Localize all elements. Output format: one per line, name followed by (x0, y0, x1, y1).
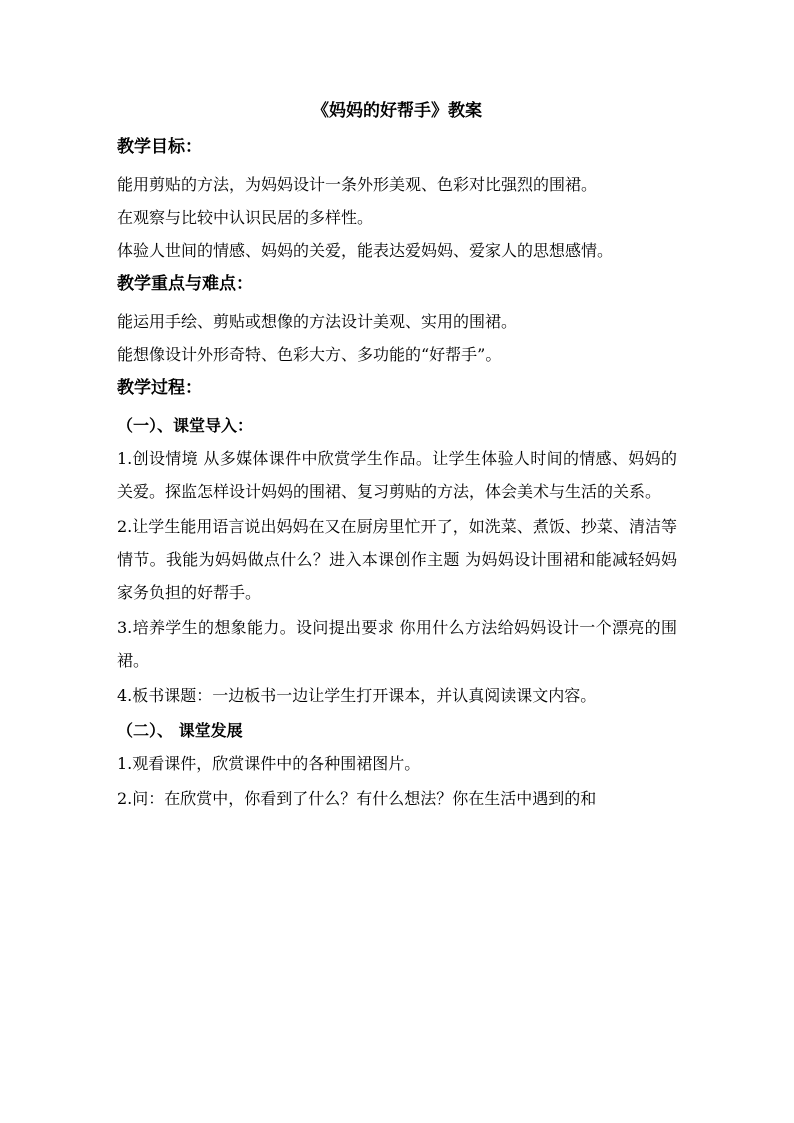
process-item: 2.让学生能用语言说出妈妈在又在厨房里忙开了，如洗菜、煮饭、抄菜、清洁等情节。我能为妈妈做点什么？进入本课创作主题 为妈妈设计围裙和能减轻妈妈家务负担的好帮手。 (117, 517, 677, 602)
key-points-heading: 教学重点与难点： (117, 274, 253, 294)
objective-item: 能用剪贴的方法，为妈妈设计一条外形美观、色彩对比强烈的围裙。 (117, 175, 598, 194)
objective-item: 体验人世间的情感、妈妈的关爱，能表达爱妈妈、爱家人的思想感情。 (117, 241, 614, 260)
objective-item: 在观察与比较中认识民居的多样性。 (117, 208, 374, 227)
process-item: 4.板书课题：一边板书一边让学生打开课本，并认真阅读课文内容。 (117, 686, 597, 705)
section-title-development: （二）、 课堂发展 (117, 721, 243, 740)
process-item: 2.问：在欣赏中，你看到了什么？有什么想法？你在生活中遇到的和 (117, 789, 597, 808)
key-point-item: 能运用手绘、剪贴或想像的方法设计美观、实用的围裙。 (117, 312, 518, 331)
document-page (117, 100, 677, 817)
section-title-intro: （一）、课堂导入： (117, 416, 254, 435)
process-item: 1.观看课件，欣赏课件中的各种围裙图片。 (117, 754, 421, 773)
process-item: 1.创设情境 从多媒体课件中欣赏学生作品。让学生体验人时间的情感、妈妈的关爱。探监怎样设计妈妈的围裙、复习剪贴的方法，体会美术与生活的关系。 (117, 449, 677, 501)
process-heading: 教学过程： (117, 378, 202, 398)
objectives-heading: 教学目标： (117, 137, 202, 157)
document-title: 《妈妈的好帮手》教案 (312, 101, 482, 121)
process-item: 3.培养学生的想象能力。设问提出要求 你用什么方法给妈妈设计一个漂亮的围裙。 (117, 618, 677, 670)
key-point-item: 能想像设计外形奇特、色彩大方、多功能的“好帮手”。 (117, 345, 502, 364)
